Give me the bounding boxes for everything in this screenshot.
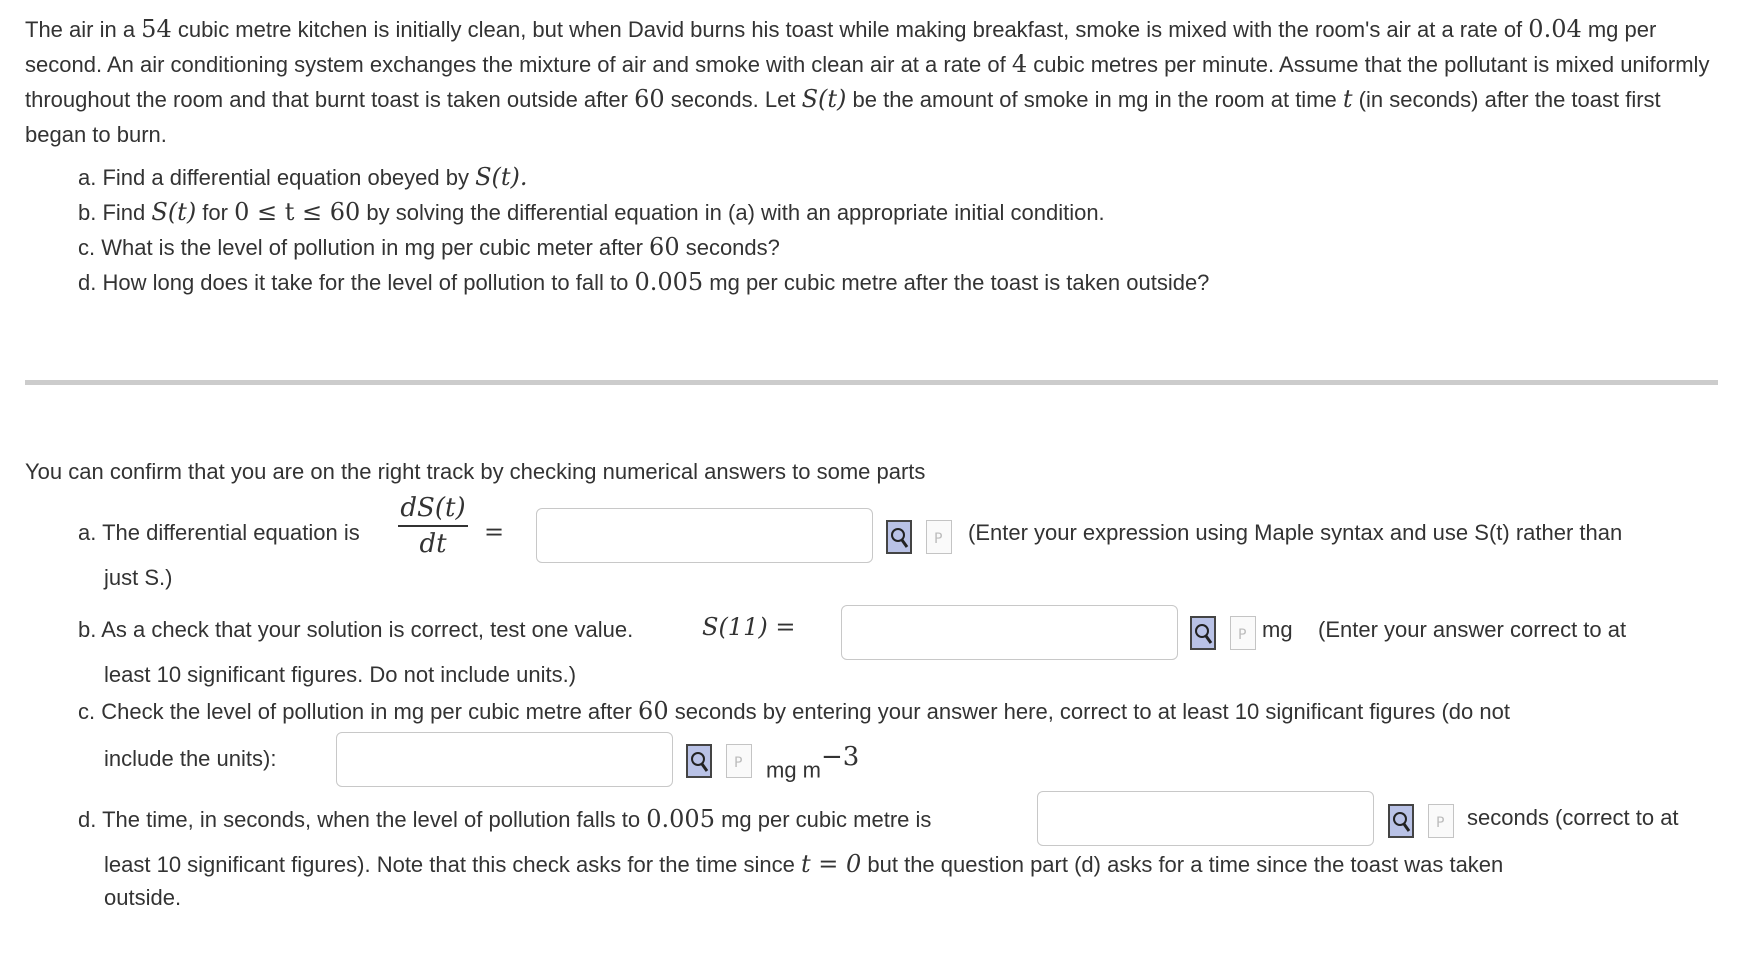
function-symbol: S(t) [801, 85, 847, 113]
check-b-unit: mg [1262, 617, 1293, 642]
part-d [78, 265, 1209, 300]
check-d-label [78, 805, 931, 833]
section-divider [25, 380, 1718, 385]
part-text: d. How long does it take for the level of pollution to fall to [78, 270, 635, 295]
part-text: c. What is the level of pollution in mg per cubic meter after [78, 235, 650, 260]
problem-text: cubic metre kitchen is initially clean, but when David burns his toast while making breakfast, smoke is mixed with the room's air at a rate of [171, 17, 1529, 42]
check-d-text: d. The time, in seconds, when the level of pollution falls to [78, 807, 647, 832]
check-c-text: c. Check the level of pollution in mg per cubic metre after [78, 699, 639, 724]
unit-text: mg m [766, 757, 821, 783]
check-d-note-text: least 10 significant figures). Note that this check asks for the time since [104, 852, 801, 877]
check-c-math: 60 [638, 697, 669, 725]
answer-d-input[interactable] [1037, 791, 1374, 846]
maple-syntax-icon[interactable] [726, 744, 752, 778]
part-c [78, 230, 780, 265]
part-math: 0.005 [634, 268, 704, 296]
part-text: seconds? [679, 235, 780, 260]
volume-value: 54 [141, 15, 172, 43]
check-c-label-cont: include the units): [104, 746, 277, 771]
problem-text: (in seconds) after the toast first began to burn. [25, 87, 1661, 147]
check-d-note-math: t = 0 [801, 850, 862, 878]
check-d-note-text: but the question part (d) asks for a time since the toast was taken [861, 852, 1504, 877]
svg-text:P: P [1238, 627, 1247, 643]
fraction-denominator: dt [419, 529, 447, 559]
check-d-note [104, 850, 1503, 878]
exchange-value: 4 [1011, 50, 1028, 78]
check-b-note-cont: least 10 significant figures. Do not include units.) [104, 662, 577, 687]
check-c-unit [766, 742, 860, 783]
check-c-text: seconds by entering your answer here, correct to at least 10 significant figures (do not [668, 699, 1510, 724]
rate-value: 0.04 [1528, 15, 1582, 43]
problem-text: seconds. Let [664, 87, 802, 112]
preview-icon[interactable] [1388, 804, 1414, 838]
part-math: 0 ≤ t ≤ 60 [234, 198, 361, 226]
problem-text: The air in a [25, 17, 142, 42]
fraction-bar [398, 525, 468, 527]
fraction-numerator: dS(t) [400, 493, 466, 523]
time-value: 60 [634, 85, 665, 113]
svg-text:P: P [1436, 815, 1445, 831]
variable-symbol: t [1342, 85, 1353, 113]
part-math: S(t) [151, 198, 197, 226]
part-math: S(t). [475, 163, 528, 191]
check-a-label: a. The differential equation is [78, 520, 360, 545]
problem-text: be the amount of smoke in mg in the room at time [846, 87, 1343, 112]
svg-text:P: P [934, 531, 943, 547]
part-b [78, 195, 1105, 230]
part-text: for [196, 200, 235, 225]
problem-statement [25, 12, 1715, 152]
preview-icon[interactable] [686, 744, 712, 778]
check-d-unit: seconds (correct to at [1467, 805, 1679, 830]
problem-text: mg per second. An air conditioning system exchanges the mixture of air and smoke with clean air at a rate of [25, 17, 1657, 77]
preview-icon[interactable] [1190, 616, 1216, 650]
check-b-note: (Enter your answer correct to at [1318, 617, 1627, 642]
part-a [78, 160, 528, 195]
check-a-note: (Enter your expression using Maple syntax and use S(t) rather than [968, 520, 1623, 545]
check-a-note-cont: just S.) [104, 565, 173, 590]
maple-syntax-icon[interactable] [1428, 804, 1454, 838]
check-intro: You can confirm that you are on the right track by checking numerical answers to some parts [25, 459, 926, 484]
check-d-note-cont: outside. [104, 885, 182, 910]
check-b-label: b. As a check that your solution is correct, test one value. [78, 617, 634, 642]
equals-sign: = [484, 518, 505, 546]
derivative-fraction [398, 492, 468, 560]
s11-expression: S(11) = [702, 613, 796, 641]
answer-a-input[interactable] [536, 508, 873, 563]
check-d-text: mg per cubic metre is [714, 807, 932, 832]
problem-text: cubic metres per minute. Assume that the pollutant is mixed uniformly throughout the room and that burnt toast is taken outside after [25, 52, 1710, 112]
check-d-math: 0.005 [646, 805, 715, 833]
part-text: mg per cubic metre after the toast is taken outside? [703, 270, 1210, 295]
answer-c-input[interactable] [336, 732, 673, 787]
svg-text:P: P [734, 755, 743, 771]
maple-syntax-icon[interactable] [926, 520, 952, 554]
answer-b-input[interactable] [841, 605, 1178, 660]
check-c-label [78, 697, 1510, 725]
part-text: by solving the differential equation in (a) with an appropriate initial condition. [360, 200, 1105, 225]
part-math: 60 [649, 233, 680, 261]
unit-exponent: −3 [821, 742, 860, 772]
part-text: a. Find a differential equation obeyed by [78, 165, 476, 190]
preview-icon[interactable] [886, 520, 912, 554]
maple-syntax-icon[interactable] [1230, 616, 1256, 650]
part-text: b. Find [78, 200, 152, 225]
